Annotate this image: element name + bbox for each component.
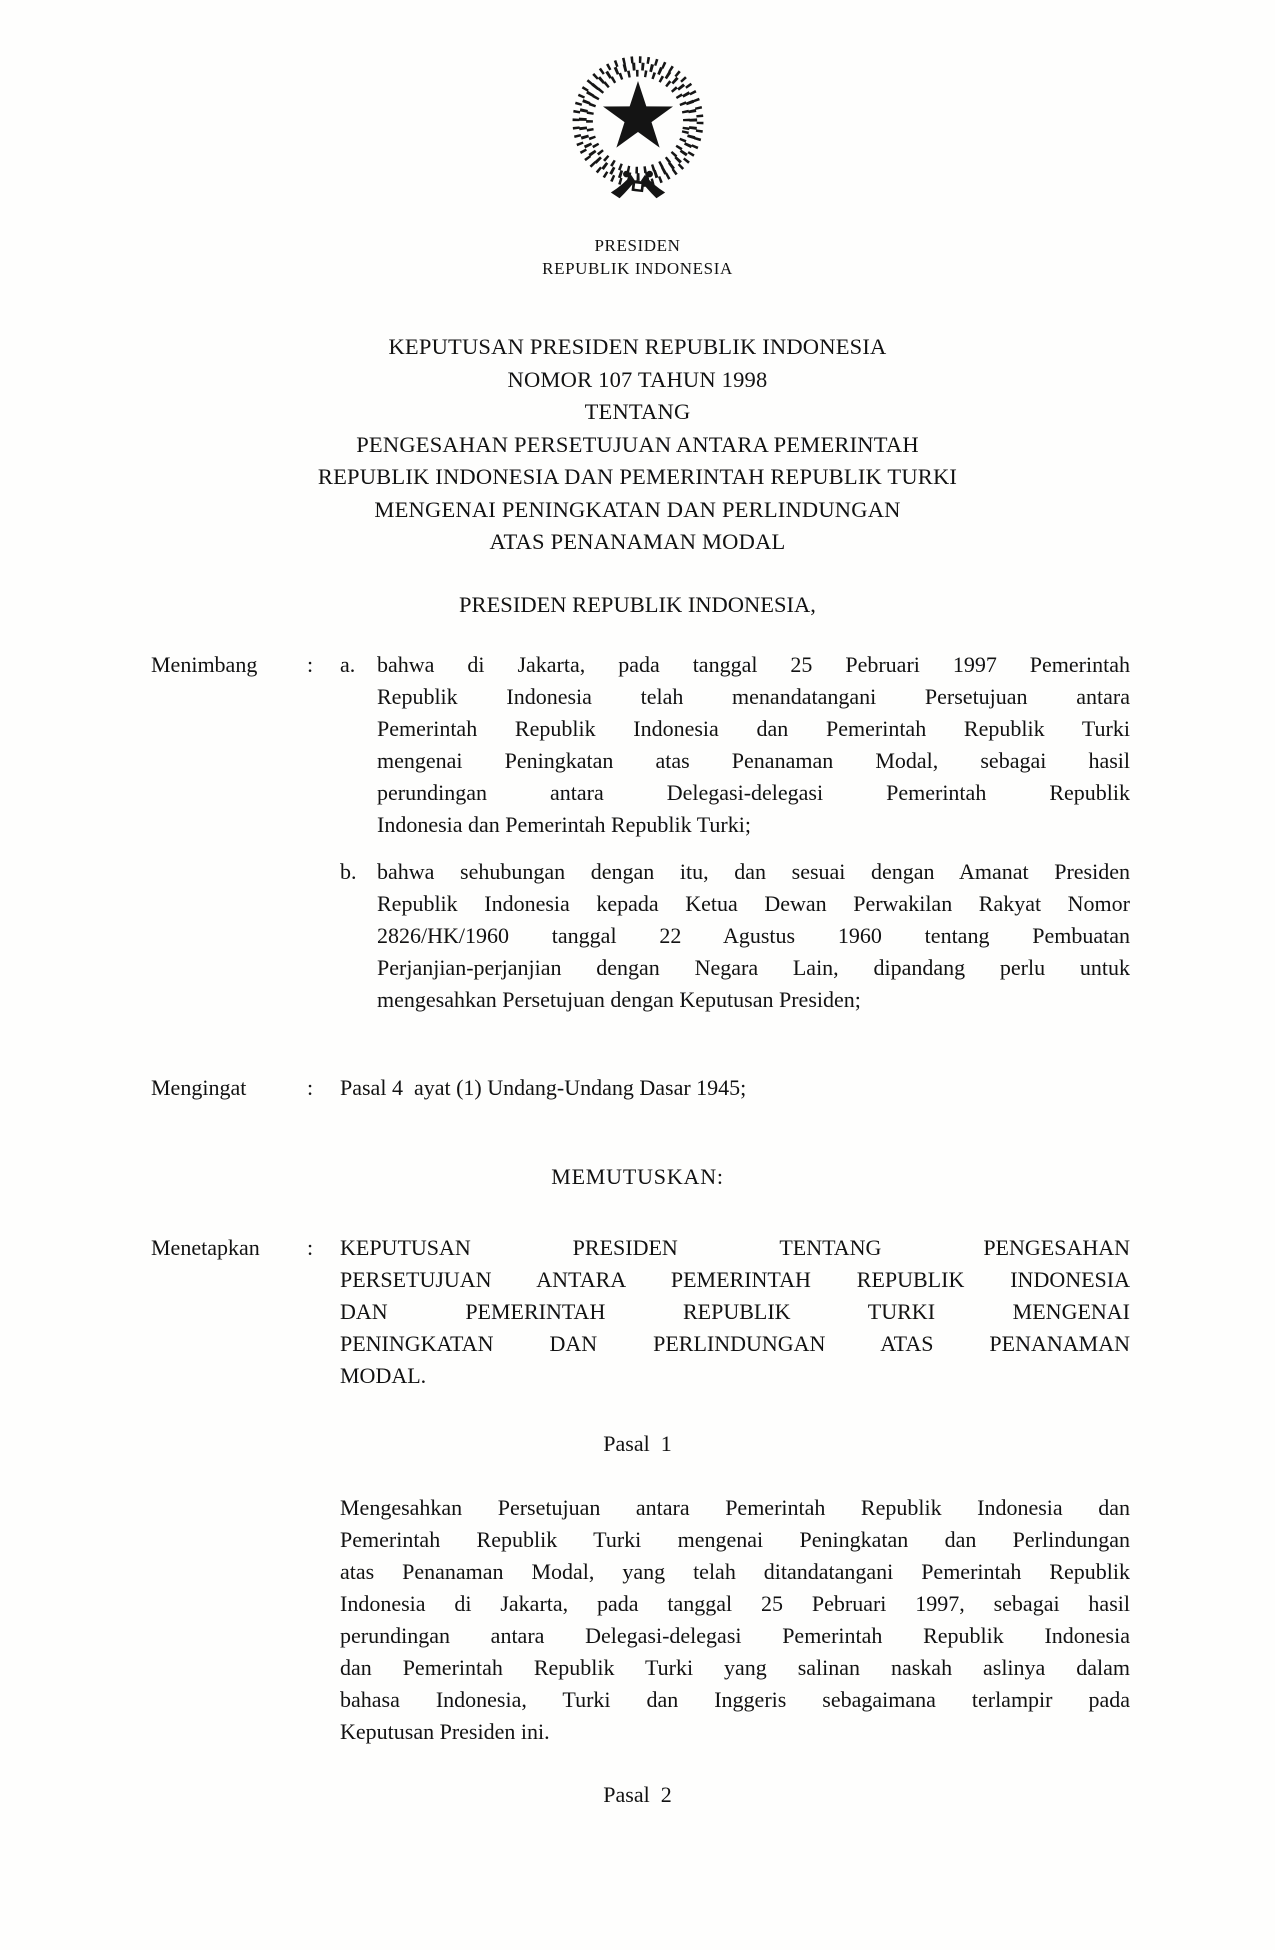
text-line: atas Penanaman Modal, yang telah ditandatangani Pemerintah Republik bbox=[340, 1559, 1130, 1584]
pasal-2-heading: Pasal 2 bbox=[603, 1782, 672, 1807]
title-line: ATAS PENANAMAN MODAL bbox=[489, 529, 786, 554]
text-line: Republik Indonesia kepada Ketua Dewan Perwakilan Rakyat Nomor bbox=[377, 891, 1130, 916]
text-line: Keputusan Presiden ini. bbox=[340, 1719, 550, 1744]
item-b-marker: b. bbox=[340, 859, 357, 884]
text-line: bahwa di Jakarta, pada tanggal 25 Pebruari 1997 Pemerintah bbox=[377, 652, 1130, 677]
title-line: REPUBLIK INDONESIA DAN PEMERINTAH REPUBLIK TURKI bbox=[317, 464, 958, 489]
text-line: perundingan antara Delegasi-delegasi Pemerintah Republik bbox=[377, 780, 1130, 805]
menetapkan-text bbox=[340, 1232, 1130, 1392]
menimbang-item-b bbox=[340, 856, 1130, 1016]
title-line: MENGENAI PENINGKATAN DAN PERLINDUNGAN bbox=[374, 496, 901, 522]
decree-title bbox=[0, 331, 1275, 559]
mengingat-colon: : bbox=[307, 1075, 314, 1100]
text-line: 2826/HK/1960 tanggal 22 Agustus 1960 tentang Pembuatan bbox=[377, 923, 1130, 948]
item-b-text bbox=[377, 856, 1130, 1016]
text-line: Pemerintah Republik Indonesia dan Pemerintah Republik Turki bbox=[377, 716, 1130, 741]
letterhead bbox=[0, 234, 1275, 280]
mengingat-label: Mengingat bbox=[151, 1075, 247, 1100]
letterhead-republik-indonesia: REPUBLIK INDONESIA bbox=[542, 259, 733, 278]
pasal-1-heading: Pasal 1 bbox=[603, 1431, 672, 1456]
text-line: DAN PEMERINTAH REPUBLIK TURKI MENGENAI bbox=[340, 1299, 1130, 1324]
memutuskan-heading: MEMUTUSKAN: bbox=[551, 1164, 724, 1189]
item-a-text bbox=[377, 649, 1130, 841]
text-line: KEPUTUSAN PRESIDEN TENTANG PENGESAHAN bbox=[340, 1235, 1130, 1260]
menetapkan-colon: : bbox=[307, 1235, 314, 1260]
text-line: PENINGKATAN DAN PERLINDUNGAN ATAS PENANAMAN bbox=[340, 1331, 1130, 1356]
menimbang-section bbox=[151, 649, 1130, 1016]
text-line: Republik Indonesia telah menandatangani Persetujuan antara bbox=[377, 684, 1130, 709]
menimbang-label: Menimbang bbox=[151, 652, 258, 677]
title-line: NOMOR 107 TAHUN 1998 bbox=[507, 366, 768, 392]
menetapkan-section bbox=[151, 1232, 1130, 1392]
menimbang-item-a bbox=[340, 649, 1130, 841]
star-in-laurel-wreath-icon bbox=[559, 48, 717, 208]
text-line: Indonesia di Jakarta, pada tanggal 25 Pebruari 1997, sebagai hasil bbox=[340, 1591, 1130, 1616]
presidential-emblem bbox=[559, 48, 717, 208]
text-line: mengenai Peningkatan atas Penanaman Modal, sebagai hasil bbox=[377, 748, 1130, 773]
text-line: Mengesahkan Persetujuan antara Pemerintah Republik Indonesia dan bbox=[340, 1495, 1130, 1520]
item-a-marker: a. bbox=[340, 652, 356, 677]
text-line: bahwa sehubungan dengan itu, dan sesuai dengan Amanat Presiden bbox=[377, 859, 1130, 884]
text-line: dan Pemerintah Republik Turki yang salinan naskah aslinya dalam bbox=[340, 1655, 1130, 1680]
text-line: Indonesia dan Pemerintah Republik Turki; bbox=[377, 812, 751, 837]
title-line: KEPUTUSAN PRESIDEN REPUBLIK INDONESIA bbox=[388, 334, 887, 359]
text-line: Perjanjian-perjanjian dengan Negara Lain, dipandang perlu untuk bbox=[377, 955, 1130, 980]
text-line: bahasa Indonesia, Turki dan Inggeris sebagaimana terlampir pada bbox=[340, 1687, 1130, 1712]
menimbang-colon: : bbox=[307, 652, 314, 677]
text-line: Pemerintah Republik Turki mengenai Peningkatan dan Perlindungan bbox=[340, 1527, 1130, 1552]
text-line: perundingan antara Delegasi-delegasi Pemerintah Republik Indonesia bbox=[340, 1623, 1130, 1648]
text-line: mengesahkan Persetujuan dengan Keputusan Presiden; bbox=[377, 987, 861, 1012]
menetapkan-label: Menetapkan bbox=[151, 1235, 260, 1260]
text-line: PERSETUJUAN ANTARA PEMERINTAH REPUBLIK INDONESIA bbox=[340, 1267, 1130, 1292]
title-line: TENTANG bbox=[584, 399, 691, 424]
text-line: MODAL. bbox=[340, 1363, 427, 1388]
title-line: PENGESAHAN PERSETUJUAN ANTARA PEMERINTAH bbox=[356, 431, 919, 457]
mengingat-section bbox=[151, 1072, 1130, 1104]
salutation: PRESIDEN REPUBLIK INDONESIA, bbox=[459, 592, 816, 617]
letterhead-presiden: PRESIDEN bbox=[594, 236, 681, 255]
pasal-1-body bbox=[340, 1492, 1130, 1748]
mengingat-text: Pasal 4 ayat (1) Undang-Undang Dasar 1945; bbox=[340, 1075, 747, 1100]
menimbang-content bbox=[340, 649, 1130, 1016]
